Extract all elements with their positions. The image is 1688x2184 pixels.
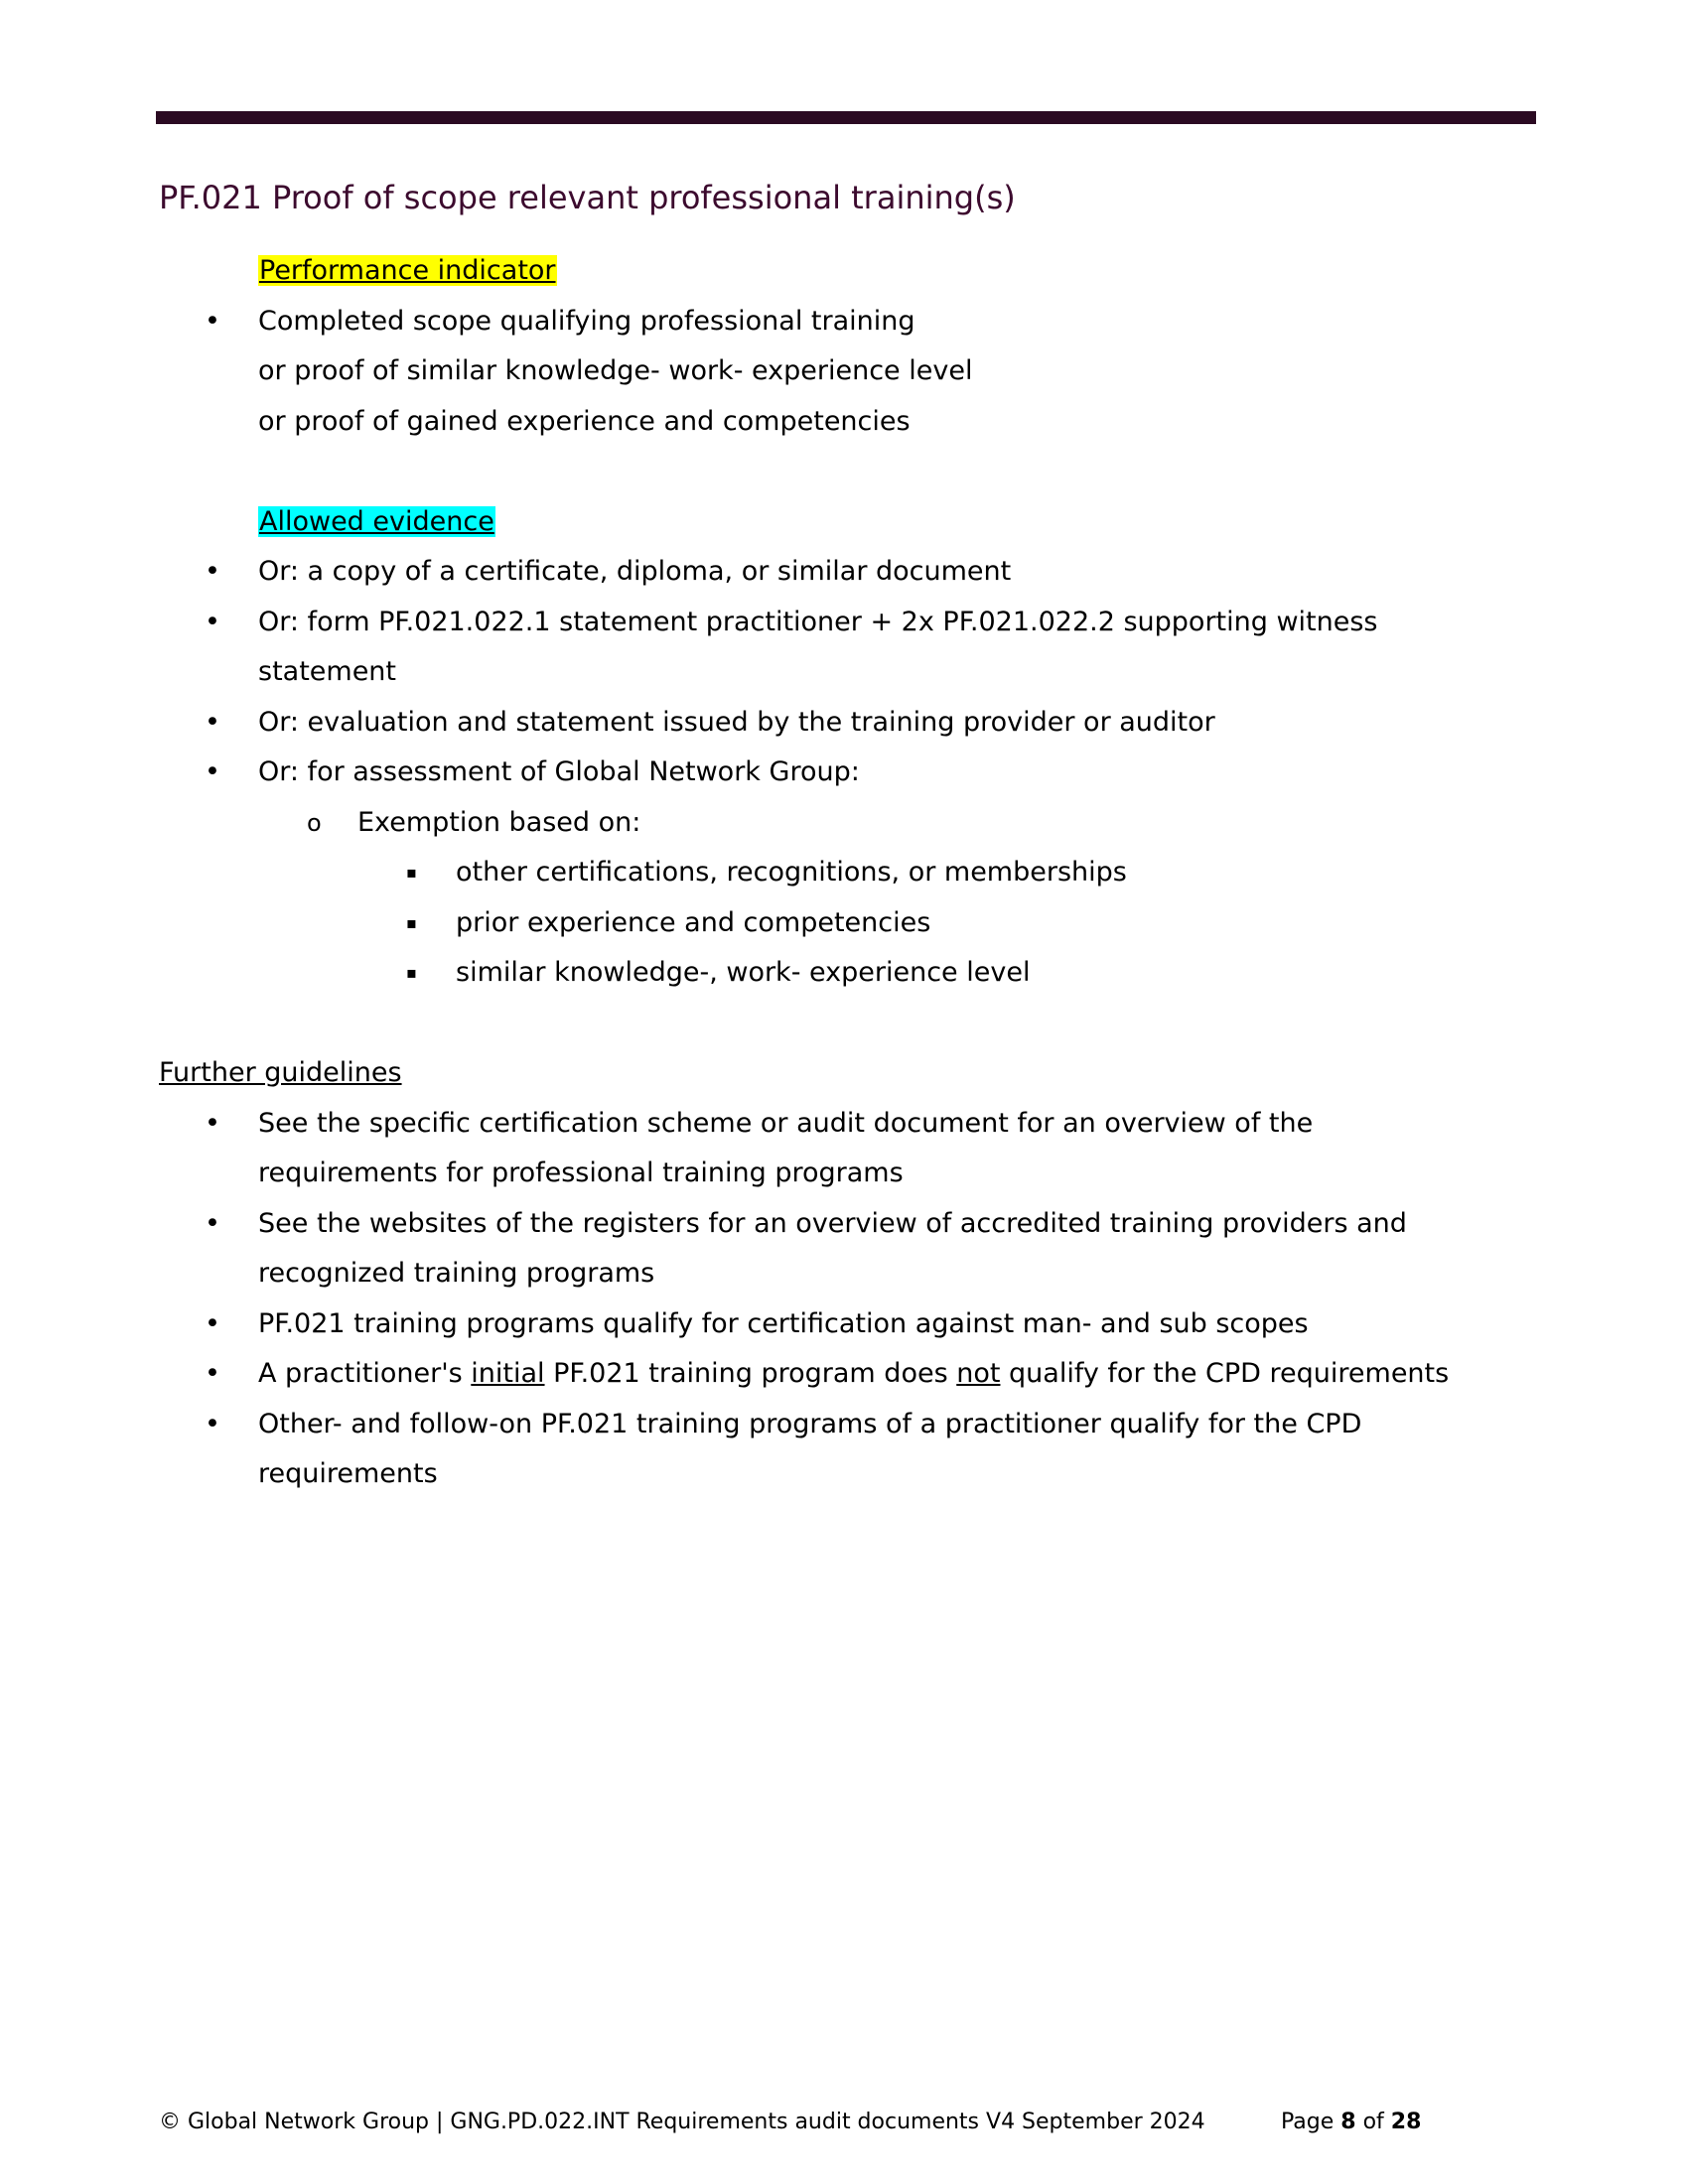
circle-bullet-icon: o (307, 808, 322, 837)
list-item-text: Completed scope qualifying professional training (258, 305, 915, 337)
footer-text: © Global Network Group | GNG.PD.022.INT Requirements audit documents V4 September 2024 (159, 2110, 1205, 2134)
list-item-continuation (0, 1449, 1688, 1500)
bullet-icon: • (205, 305, 220, 337)
list-item-text: recognized training programs (258, 1258, 655, 1289)
sub-sub-list-item (0, 848, 1688, 898)
page-title: PF.021 Proof of scope relevant professional training(s) (159, 179, 1016, 216)
list-item (0, 1199, 1688, 1250)
sub-sub-list-item (0, 898, 1688, 949)
list-item-text: requirements for professional training programs (258, 1158, 904, 1188)
bullet-icon: • (205, 756, 220, 787)
list-item-text: Other- and follow-on PF.021 training programs of a practitioner qualify for the CPD (258, 1408, 1362, 1439)
further-guidelines-heading: Further guidelines (159, 1057, 402, 1088)
allowed-evidence-heading: Allowed evidence (259, 505, 494, 537)
performance-indicator-heading: Performance indicator (259, 255, 556, 286)
bullet-icon: • (205, 556, 220, 587)
list-item-continuation (0, 397, 1688, 448)
list-item-text (258, 1349, 1449, 1400)
list-item (0, 748, 1688, 798)
total-page-count: 28 (1390, 2110, 1422, 2134)
sub-sub-list-item-text: other certifications, recognitions, or memberships (456, 857, 1127, 887)
allowed-evidence-heading-row (0, 497, 1688, 548)
list-item-text: Or: for assessment of Global Network Group: (258, 756, 860, 787)
top-rule (156, 111, 1536, 124)
sub-sub-list-item-text: similar knowledge-, work- experience level (456, 957, 1031, 988)
square-bullet-icon: ▪ (406, 912, 417, 932)
sub-list-item-text: Exemption based on: (357, 806, 641, 838)
list-item-text: Or: a copy of a certificate, diploma, or similar document (258, 556, 1012, 587)
list-item-text: See the websites of the registers for an overview of accredited training providers and (258, 1207, 1407, 1239)
list-item-text: Or: form PF.021.022.1 statement practitioner + 2x PF.021.022.2 supporting witness (258, 606, 1378, 637)
underlined-word-not: not (956, 1358, 1001, 1389)
bullet-icon: • (205, 706, 220, 738)
spacer (0, 999, 1688, 1049)
sub-sub-list-item (0, 948, 1688, 999)
page-label: Page (1281, 2110, 1341, 2134)
list-item (0, 1400, 1688, 1450)
list-item-text: requirements (258, 1458, 438, 1489)
list-item-text: statement (258, 656, 397, 687)
spacer (0, 447, 1688, 497)
list-item (0, 297, 1688, 347)
list-item (0, 1349, 1688, 1400)
text-fragment: PF.021 training program does (544, 1358, 957, 1389)
list-item-text: PF.021 training programs qualify for certification against man- and sub scopes (258, 1307, 1309, 1339)
bullet-icon: • (205, 1408, 220, 1439)
underlined-word-initial: initial (471, 1358, 545, 1389)
bullet-icon: • (205, 606, 220, 637)
square-bullet-icon: ▪ (406, 963, 417, 982)
list-item-text: Or: evaluation and statement issued by the training provider or auditor (258, 706, 1215, 738)
list-item (0, 1099, 1688, 1150)
bullet-icon: • (205, 1107, 220, 1139)
list-item-text: or proof of gained experience and competencies (258, 405, 911, 437)
list-item-continuation (0, 346, 1688, 397)
list-item-text: See the specific certification scheme or audit document for an overview of the (258, 1107, 1314, 1139)
page-number-indicator (1281, 2110, 1421, 2134)
list-item-text: or proof of similar knowledge- work- experience level (258, 355, 973, 386)
performance-indicator-heading-row (0, 246, 1688, 297)
list-item (0, 698, 1688, 749)
list-item-continuation (0, 1149, 1688, 1199)
list-item (0, 1299, 1688, 1350)
list-item (0, 598, 1688, 648)
text-fragment: A practitioner's (258, 1358, 472, 1389)
bullet-icon: • (205, 1358, 220, 1389)
square-bullet-icon: ▪ (406, 863, 417, 882)
current-page-number: 8 (1340, 2110, 1356, 2134)
sub-sub-list-item-text: prior experience and competencies (456, 906, 931, 938)
document-body (0, 246, 1688, 1500)
list-item (0, 547, 1688, 598)
list-item-continuation (0, 647, 1688, 698)
bullet-icon: • (205, 1207, 220, 1239)
of-label: of (1355, 2110, 1391, 2134)
list-item-continuation (0, 1249, 1688, 1299)
bullet-icon: • (205, 1307, 220, 1339)
sub-list-item (0, 798, 1688, 849)
page-footer (159, 2110, 1422, 2134)
text-fragment: qualify for the CPD requirements (1000, 1358, 1450, 1389)
